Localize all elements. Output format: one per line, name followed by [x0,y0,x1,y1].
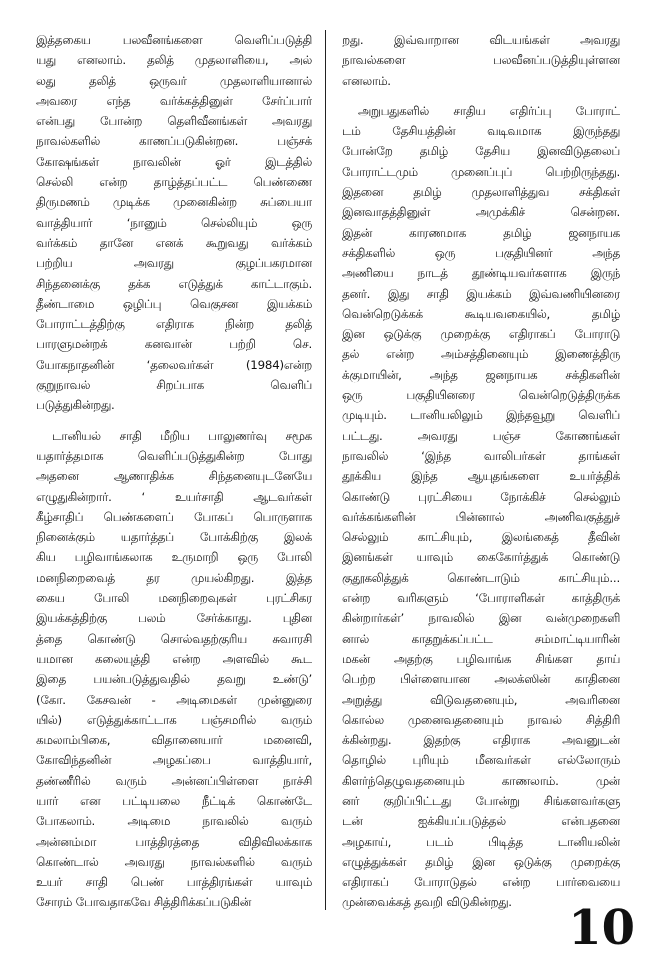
text-line: யதார்த்தமாக வெளிப்படுத்துகின்ற போது [36,448,312,463]
text-line: குதூகலித்துக் கொண்டாடும் காட்சியும்... [342,570,620,585]
text-line: கீழ்சாதிப் பெண்களைப் போகப் பொருளாக [36,509,312,524]
text-line: போன்றே தமிழ் தேசிய இனவிடுதலைப் [342,144,620,159]
text-line: வென்றெடுக்கக் கூடியவகையில், தமிழ் [342,306,620,321]
text-line: க்கின்றது. இதற்கு எதிராக அவனுடன் [342,733,620,748]
text-line: செல்லும் காட்சியும், இலங்கைத் தீவின் [342,530,620,545]
text-line: இதை பயன்படுத்துவதில் தவறு உண்டு’ [36,672,312,687]
text-line: தொழில் புரியும் மீனவர்கள் எல்லோரும் [342,753,620,768]
text-line: பெற்ற பிள்ளையான அலக்ஸின் காதினை [342,672,620,687]
text-line: யமான கலையுத்தி என்ற அளவில் கூட [36,651,312,666]
text-line: யார் என பட்டியலை நீட்டிக் கொண்டே [36,793,312,808]
text-line: கொண்டு புரட்சியை நோக்கிச் செல்லும் [342,489,620,504]
text-line: லது தலித் ஒருவர் முதலாளியானால் [36,73,312,88]
text-line: கிளர்ந்தெழுவதனையும் காணலாம். முன் [342,773,620,788]
text-line: அன்னம்மா பாத்திரத்தை விதிவிலக்காக [36,834,312,849]
text-line: இத்தகைய பலவீனங்களை வெளிப்படுத்தி [36,33,312,47]
text-line: னர் குறிப்பிட்டது போன்று சிங்களவர்களு [342,793,620,808]
left-paragraph-2 [36,426,312,913]
text-line: கோவிந்தனின் அழகப்பை வாத்தியார், [36,753,312,768]
text-line: போகலாம். அடிமை நாவலில் வரும் [36,814,312,829]
text-line: னால் காதறுக்கப்பட்ட சம்மாட்டியாரின் [342,631,620,646]
text-line: இனங்கள் யாவும் கைகோர்த்துக் கொண்டு [342,550,620,565]
text-line: மகன் அதற்கு பழிவாங்க சிங்கள தாய் [342,651,620,666]
text-line: என்பது போன்ற தெளிவீனங்கள் அவரது [36,114,312,129]
text-line: வர்க்கங்களின் பின்னால் அணிவகுத்துச் [342,509,620,524]
text-line: படுத்துகின்றது. [36,398,115,413]
text-line: என்ற வரிகளும் ‘போராளிகள் காத்திருக் [342,591,620,606]
text-line: யில்) எடுத்துக்காட்டாக பஞ்சமரில் வரும் [36,712,312,727]
text-line: எழுத்துக்கள் தமிழ் இன ஒடுக்கு முறைக்கு [342,854,620,869]
text-line: முன்வைக்கத் தவறி விடுகின்றது. [342,895,512,910]
text-line: கமலாம்பிகை, விதானையார் மனைவி, [36,733,312,748]
paragraph-gap [342,91,620,101]
text-line: எதிராகப் போராடுதல் என்ற பார்வையை [342,875,620,890]
text-line: இதனை தமிழ் முதலாளித்துவ சக்திகள் [342,185,620,200]
text-line: எனலாம். [342,73,391,88]
right-paragraph-2 [342,101,620,913]
text-line: டானியல் சாதி மீறிய பாலுணர்வு சமூக [52,428,312,443]
text-line: அறுத்து விடுவதனையும், அவரினை [342,692,620,707]
text-line: டம் தேசியத்தின் வடிவமாக இருந்தது [342,124,620,139]
text-line: நாவல்களை பலவீனப்படுத்தியுள்ளன [342,53,620,68]
text-line: பற்றிய அவரது குழப்பகரமான [36,256,312,271]
text-line: நாவல்களில் காணப்படுகின்றன. பஞ்சக் [36,134,312,149]
text-line: கின்றார்கள்’ நாவலில் இன வன்முறைகளி [342,611,620,626]
text-line: தூக்கிய இந்த ஆயுதங்களை உயர்த்திக் [342,469,620,484]
text-line: கொல்ல முனைவதனையும் நாவல் சித்திரி [342,712,620,727]
text-line: சக்திகளில் ஒரு பகுதியினர் அந்த [342,245,620,260]
text-line: அவரை எந்த வர்க்கத்தினுள் சேர்ப்பார் [36,93,312,108]
text-line: எழுதுகின்றார். ‘ உயர்சாதி ஆடவர்கள் [36,489,312,504]
text-line: சோரம் போவதாகவே சித்திரிக்கப்படுகின் [36,895,251,910]
text-line: வாத்தியார் ‘நானும் செல்லியும் ஒரு [36,215,312,230]
text-line: நாவலில் ‘இந்த வாலிபர்கள் தாங்கள் [342,448,620,463]
text-line: மனநிறைவைத் தர முயல்கிறது. இத்த [36,570,312,585]
right-paragraph-1 [342,30,620,91]
text-line: போராட்டமும் முனைப்புப் பெற்றிருந்தது. [342,164,620,179]
left-paragraph-1 [36,30,312,416]
text-line: திருமணம் முடிக்க முனைகின்ற சுப்பையா [36,195,312,210]
text-line: வர்க்கம் தானே எனக் கூறுவது வர்க்கம் [36,235,312,250]
text-line: அதனை ஆணாதிக்க சிந்தனையுடனேயே [36,469,312,484]
text-line: முடியும். டானியலிலும் இந்தவூறு வெளிப் [342,408,620,423]
text-line: கைய போலி மனநிறைவுகள் புரட்சிகர [36,591,312,606]
text-line: தீண்டாமை ஒழிப்பு வெகுசன இயக்கம் [36,296,312,311]
paragraph-gap [36,416,312,426]
text-line: அறுபதுகளில் சாதிய எதிர்ப்பு போராட் [358,103,620,118]
left-column [36,30,312,913]
text-line: குறுநாவல் சிறப்பாக வெளிப் [36,378,312,393]
text-line: செல்லி என்ற தாழ்த்தப்பட்ட பெண்ணை [36,175,312,190]
text-line: உயர் சாதி பெண் பாத்திரங்கள் யாவும் [36,875,312,890]
text-line: டன் ஐக்கியப்படுத்தல் என்பதனை [342,814,620,829]
text-line: த்தை கொண்டு சொல்வதற்குரிய சுவாரசி [36,631,312,646]
text-line: தல் என்ற அம்சத்தினையும் இணைத்திரு [342,347,620,362]
text-line: கோஷங்கள் நாவலின் ஓர் இடத்தில் [36,154,312,169]
text-line: பாரளுமன்றக் கனவான் பற்றி செ. [36,337,312,352]
text-line: அழகாய், படம் பிடித்த டானியலின் [342,834,620,849]
text-line: இன ஒடுக்கு முறைக்கு எதிராகப் போராடு [342,327,620,342]
text-line: தண்ணீரில் வரும் அன்னப்பிள்ளை நாச்சி [36,773,312,788]
text-line: யது எனலாம். தலித் முதலாளியை, அல் [36,53,312,68]
text-line: போராட்டத்திற்கு எதிராக நின்ற தலித் [36,317,312,332]
column-divider [325,30,326,910]
text-line: இதன் காரணமாக தமிழ் ஜனநாயக [342,225,620,240]
text-line: க்குமாயின், அந்த ஜனநாயக சக்திகளின் [342,367,620,382]
text-line: தனர். இது சாதி இயக்கம் இவ்வணியினரை [342,286,620,301]
text-line: ஒரு பகுதியினரை வென்றெடுத்திருக்க [342,388,620,403]
right-column [342,30,620,913]
page-number: 10 [568,900,635,956]
text-line: கிய பழிவாங்கலாக உருமாறி ஒரு போலி [36,550,312,565]
text-line: சிந்தனைக்கு தக்க எடுத்துக் காட்டாகும். [36,276,312,291]
text-line: நினைக்கும் யதார்த்தப் போக்கிற்கு இலக் [36,530,312,545]
text-line: கொண்டால் அவரது நாவல்களில் வரும் [36,854,312,869]
text-line: இயக்கத்திற்கு பலம் சேர்க்காது. புதின [36,611,312,626]
text-line: யோகநாதனின் ‘தலைவர்கள் (1984)என்ற [36,357,312,372]
text-line: (கோ. கேசவன் - அடிமைகள் முன்னுரை [36,692,312,707]
text-line: அணியை நாடத் தூண்டியவர்களாக இருந் [342,266,620,281]
text-line: பட்டது. அவரது பஞ்ச கோணங்கள் [342,428,620,443]
text-line: இனவாதத்தினுள் அமுக்கிச் சென்றன. [342,205,620,220]
text-line: றது. இவ்வாறான விடயங்கள் அவரது [342,33,620,47]
